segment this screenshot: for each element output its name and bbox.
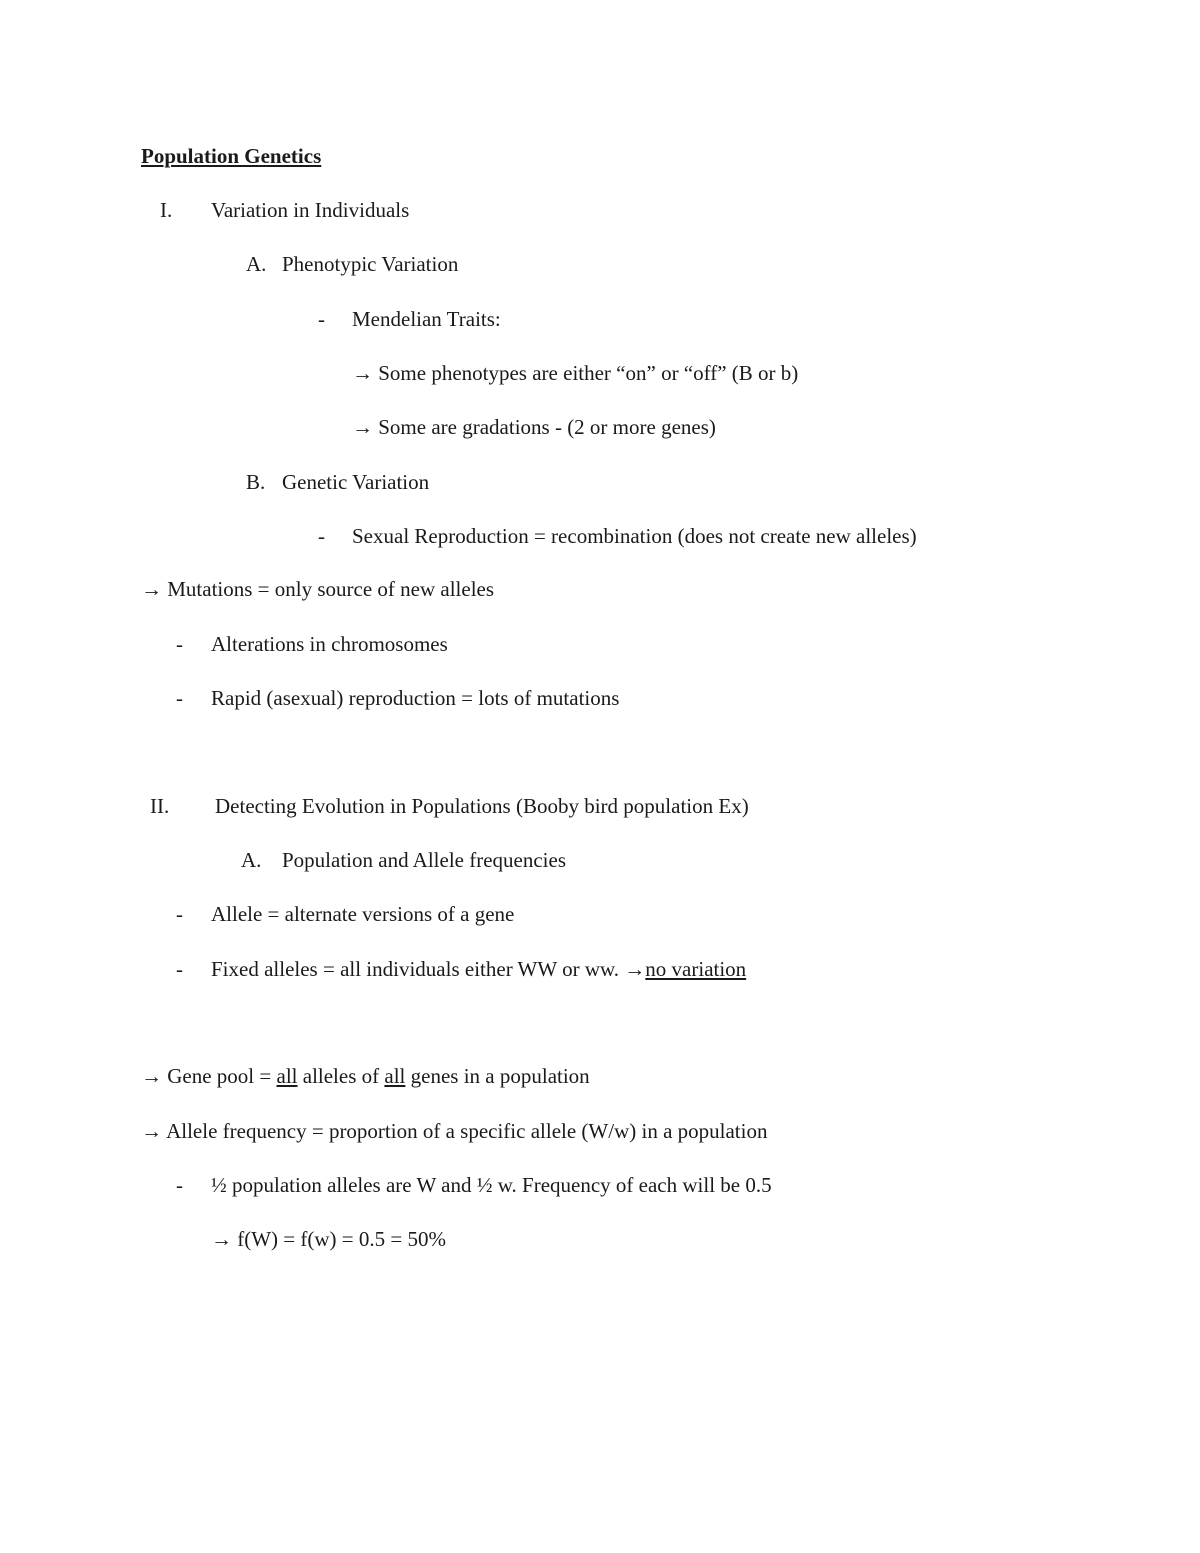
section-2-numeral: II. (150, 794, 170, 818)
section-1a-marker: A. (246, 252, 267, 276)
page-title: Population Genetics (141, 144, 322, 168)
frequency-formula: → f(W) = f(w) = 0.5 = 50% (211, 1227, 446, 1251)
fixed-alleles-line (211, 957, 746, 981)
section-1a-heading: Phenotypic Variation (282, 252, 459, 276)
fixed-alleles-text: Fixed alleles = all individuals either WW or ww. → (211, 957, 646, 981)
bullet-dash: - (176, 1173, 183, 1197)
half-population-text: ½ population alleles are W and ½ w. Frequency of each will be 0.5 (211, 1173, 772, 1197)
gene-pool-suffix: genes in a population (405, 1064, 590, 1088)
bullet-dash: - (176, 957, 183, 981)
section-1b-marker: B. (246, 470, 266, 494)
allele-frequency-text: → Allele frequency = proportion of a specific allele (W/w) in a population (141, 1119, 768, 1143)
bullet-dash: - (318, 524, 325, 548)
chromosome-alterations-text: Alterations in chromosomes (211, 632, 448, 656)
gene-pool-middle: alleles of (297, 1064, 385, 1088)
sexual-reproduction-text: Sexual Reproduction = recombination (does not create new alleles) (352, 524, 917, 548)
no-variation-text: no variation (645, 957, 747, 981)
section-2a-marker: A. (241, 848, 262, 872)
section-1b-heading: Genetic Variation (282, 470, 430, 494)
section-1-heading: Variation in Individuals (211, 198, 410, 222)
allele-definition-text: Allele = alternate versions of a gene (211, 902, 515, 926)
bullet-dash: - (176, 902, 183, 926)
bullet-dash: - (176, 686, 183, 710)
phenotypes-on-off-text: → Some phenotypes are either “on” or “off” (B or b) (352, 361, 799, 385)
rapid-reproduction-text: Rapid (asexual) reproduction = lots of mutations (211, 686, 620, 710)
gene-pool-prefix: → Gene pool = (141, 1064, 277, 1088)
gradations-text: → Some are gradations - (2 or more genes) (352, 415, 716, 439)
mendelian-traits-text: Mendelian Traits: (352, 307, 501, 331)
bullet-dash: - (176, 632, 183, 656)
bullet-dash: - (318, 307, 325, 331)
gene-pool-all-2: all (384, 1064, 406, 1088)
gene-pool-all-1: all (276, 1064, 298, 1088)
mutations-text: → Mutations = only source of new alleles (141, 577, 495, 601)
gene-pool-line (141, 1064, 590, 1088)
section-2a-heading: Population and Allele frequencies (282, 848, 567, 872)
section-1-numeral: I. (160, 198, 173, 222)
section-2-heading: Detecting Evolution in Populations (Booby bird population Ex) (215, 794, 749, 818)
